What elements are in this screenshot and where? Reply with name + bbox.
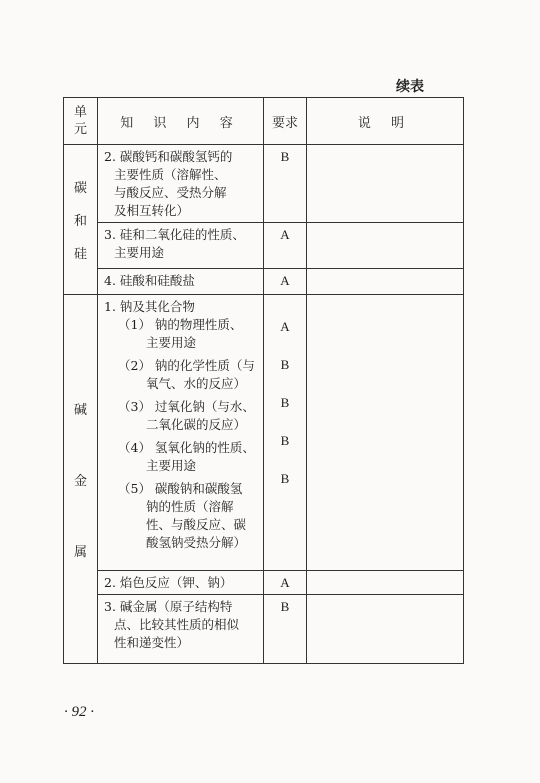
knowledge-requirements-table [63,97,464,664]
requirement-cell: A B B B B [264,295,307,571]
explanation-cell [307,269,464,295]
table-row [64,295,464,571]
continued-table-label: 续表 [396,79,424,95]
explanation-cell [307,295,464,571]
list-item: （2） 钠的化学性质（与 氧气、水的反应） [118,358,255,391]
list-item: （5） 碳酸钠和碳酸氢 钠的性质（溶解 性、与酸反应、碳 酸氢钠受热分解） [118,481,247,550]
requirement-cell: A [264,269,307,295]
explanation-cell [307,145,464,223]
unit-name-carbon-silicon: 碳 和 硅 [64,145,98,295]
knowledge-content-cell: 4. 硅酸和硅酸盐 [98,269,264,295]
requirement-cell: A [264,571,307,595]
knowledge-content-cell: 2. 碳酸钙和碳酸氢钙的 主要性质（溶解性、 与酸反应、受热分解 及相互转化） [98,145,264,223]
unit-name-alkali-metals: 碱 金 属 [64,295,98,664]
explanation-cell [307,571,464,595]
header-row [64,98,464,145]
knowledge-content-cell: 3. 碱金属（原子结构特 点、比较其性质的相似 性和递变性） [98,595,264,664]
header-unit: 单 元 [64,98,98,145]
requirement-cell: A [264,223,307,269]
table-row [64,223,464,269]
table-row [64,145,464,223]
explanation-cell [307,223,464,269]
page-number: · 92 · [64,704,94,720]
knowledge-content-cell: 1. 钠及其化合物 （1） 钠的物理性质、 主要用途 （2） 钠的化学性质（与 氧气、水的反应） （3） 过氧化钠（与水、 二氧化碳的反应） （4） 氢氧化钠的性质、 主要用途 （5） 碳酸钠和碳酸氢 钠的性质（溶解 性、与酸反应、碳 酸氢钠受热分解） [98,295,264,571]
table-row [64,595,464,664]
table-row [64,571,464,595]
list-item: （3） 过氧化钠（与水、 二氧化碳的反应） [118,399,255,432]
explanation-cell [307,595,464,664]
list-item: （4） 氢氧化钠的性质、 主要用途 [118,440,255,473]
knowledge-content-cell: 3. 硅和二氧化硅的性质、 主要用途 [98,223,264,269]
requirement-cell: B [264,595,307,664]
list-item: （1） 钠的物理性质、 主要用途 [118,317,243,350]
table-row [64,269,464,295]
header-explanation: 说 明 [307,98,464,145]
header-requirement: 要求 [264,98,307,145]
header-content: 知 识 内 容 [98,98,264,145]
requirement-cell: B [264,145,307,223]
knowledge-content-cell: 2. 焰色反应（钾、钠） [98,571,264,595]
